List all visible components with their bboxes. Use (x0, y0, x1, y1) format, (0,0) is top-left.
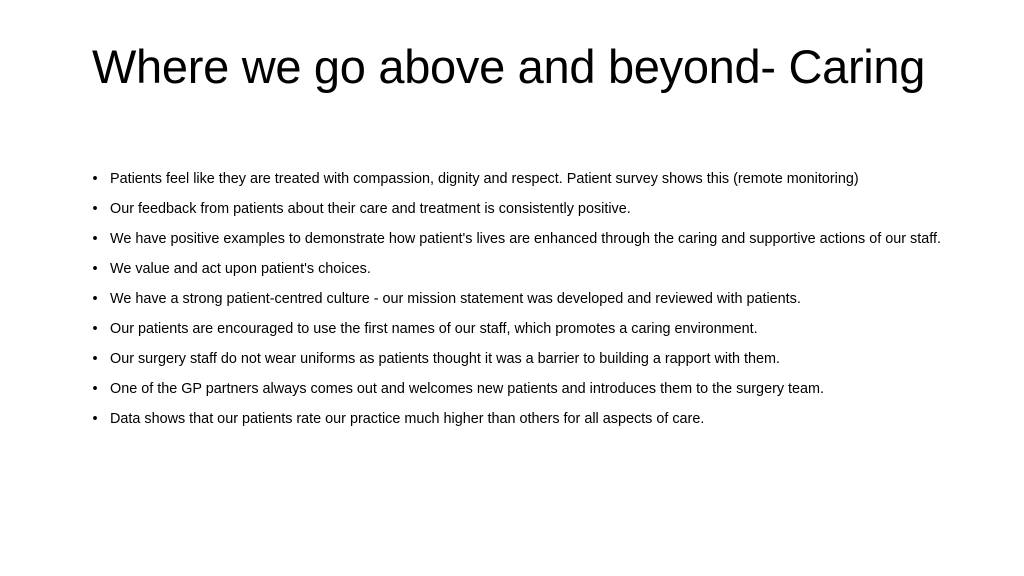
bullet-marker-icon: • (92, 351, 98, 367)
bullet-item (88, 230, 964, 249)
bullet-text: Our surgery staff do not wear uniforms as patients thought it was a barrier to building a rapport with them. (110, 351, 781, 367)
bullet-item (88, 200, 964, 219)
bullet-item (88, 260, 964, 279)
bullet-marker-icon: • (92, 171, 98, 187)
bullet-item (88, 290, 964, 309)
slide-title: Where we go above and beyond- Caring (92, 40, 926, 93)
bullet-marker-icon: • (92, 411, 98, 427)
bullet-marker-icon: • (92, 231, 98, 247)
bullet-marker-icon: • (92, 321, 98, 337)
bullet-text: We value and act upon patient's choices. (110, 261, 371, 277)
bullet-text: Patients feel like they are treated with compassion, dignity and respect. Patient survey shows this (remote monitoring) (110, 171, 859, 187)
bullet-text: We have a strong patient-centred culture - our mission statement was developed and reviewed with patients. (110, 291, 801, 307)
bullet-item (88, 380, 964, 399)
bullet-item (88, 320, 964, 339)
bullet-item (88, 350, 964, 369)
bullet-text: Data shows that our patients rate our practice much higher than others for all aspects of care. (110, 411, 705, 427)
bullet-list (88, 170, 964, 440)
bullet-text: Our patients are encouraged to use the first names of our staff, which promotes a caring environment. (110, 321, 758, 337)
bullet-marker-icon: • (92, 291, 98, 307)
bullet-text: We have positive examples to demonstrate how patient's lives are enhanced through the caring and supportive actions of our staff. (110, 231, 941, 247)
bullet-item (88, 410, 964, 429)
bullet-item (88, 170, 964, 189)
bullet-marker-icon: • (92, 201, 98, 217)
bullet-marker-icon: • (92, 381, 98, 397)
bullet-text: One of the GP partners always comes out and welcomes new patients and introduces them to the surgery team. (110, 381, 825, 397)
bullet-text: Our feedback from patients about their care and treatment is consistently positive. (110, 201, 631, 217)
bullet-marker-icon: • (92, 261, 98, 277)
